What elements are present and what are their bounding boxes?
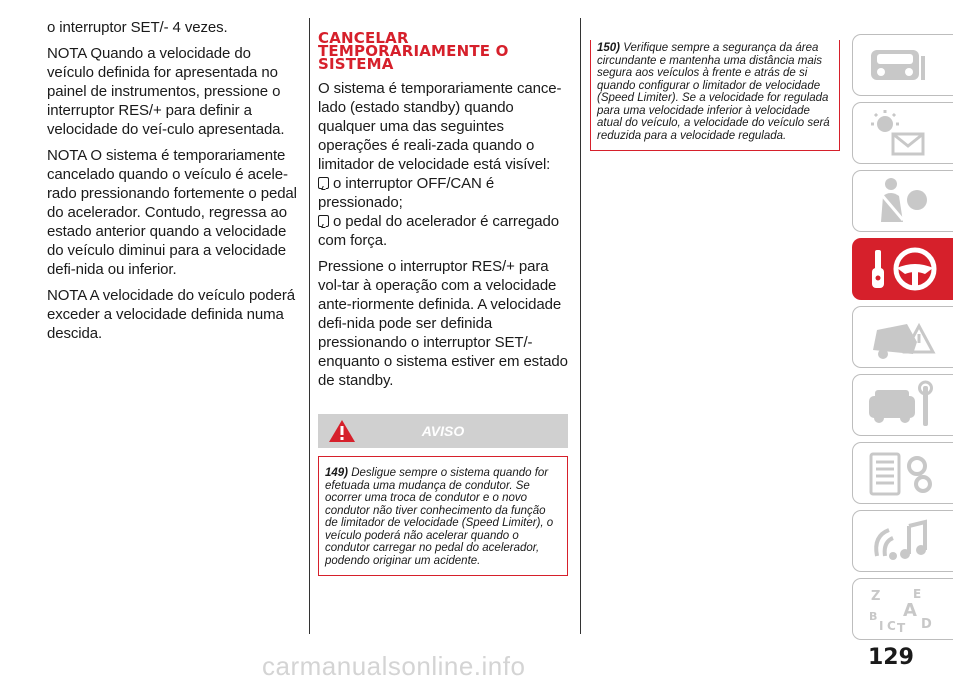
warning-number: 149) <box>325 467 349 479</box>
tab-warning-lights[interactable] <box>852 102 953 164</box>
tab-emergency[interactable] <box>852 306 953 368</box>
warning-box <box>318 456 568 576</box>
svg-text:E: E <box>913 587 922 601</box>
steering-wheel-key-icon <box>863 244 943 294</box>
note-paragraph: NOTA O sistema é temporariamente cancelado quando o veículo é acele-rado pressionando fortemente o pedal do acelerador. Contudo, regressa ao estado anterior quando a velocidade do veículo diminui para a velocidade defi-nida ou inferior. <box>47 147 297 278</box>
column-divider-2 <box>580 18 581 634</box>
car-emergency-icon <box>863 312 943 362</box>
car-maintenance-icon <box>863 380 943 430</box>
tab-specifications[interactable] <box>852 442 953 504</box>
bullet-icon <box>318 177 329 189</box>
text-column-3 <box>590 40 840 151</box>
tab-safety[interactable] <box>852 170 953 232</box>
warning-box <box>590 40 840 151</box>
text-column-2 <box>318 18 568 576</box>
section-title: CANCELAR TEMPORARIAMENTE O SISTEMA <box>318 29 509 73</box>
tab-starting-driving[interactable] <box>852 238 953 300</box>
aviso-header <box>318 414 568 448</box>
warning-text: Desligue sempre o sistema quando for efetuada uma mudança de condutor. Se ocorrer uma troca de condutor e o novo condutor não tiver conhecimento da função de limitador de velocidade (Speed Limiter), o veículo poderá não acelerar quando o condutor carregar no pedal do acelerador, podendo originar um acidente. <box>325 467 554 567</box>
tab-maintenance[interactable] <box>852 374 953 436</box>
svg-text:C: C <box>887 619 896 633</box>
list-item: o pedal do acelerador é carregado com força. <box>318 213 560 249</box>
aviso-label: AVISO <box>421 423 465 439</box>
warning-number: 150) <box>597 42 621 54</box>
tab-index[interactable] <box>852 578 953 640</box>
list-item: o interruptor OFF/CAN é pressionado; <box>318 175 495 211</box>
svg-text:D: D <box>921 617 932 632</box>
paragraph: Pressione o interruptor RES/+ para vol-tar à operação com a velocidade ante-riormente definida. A velocidade defi-nida pode ser definida pressionando o interruptor SET/- enquanto o sistema estiver em estado de standby. <box>318 258 568 389</box>
svg-text:A: A <box>903 600 917 621</box>
column-divider-1 <box>309 18 310 634</box>
paragraph: o interruptor SET/- 4 vezes. <box>47 19 228 36</box>
tab-multimedia[interactable] <box>852 510 953 572</box>
note-paragraph: NOTA Quando a velocidade do veículo definida for apresentada no painel de instrumentos, pressione o interruptor RES/+ para definir a velocidade do veí-culo apresentada. <box>47 45 285 138</box>
svg-text:B: B <box>869 610 878 623</box>
note-paragraph: NOTA A velocidade do veículo poderá exceder a velocidade definida numa descida. <box>47 287 296 342</box>
svg-text:T: T <box>897 621 906 634</box>
specifications-gears-icon <box>863 448 943 498</box>
alphabetical-index-icon <box>863 584 943 634</box>
svg-text:I: I <box>879 619 884 633</box>
seatbelt-airbag-icon <box>863 176 943 226</box>
text-column-1 <box>47 18 297 350</box>
warning-lights-icon <box>863 108 943 158</box>
watermark-text: carmanualsonline.info <box>262 651 526 681</box>
car-dashboard-icon <box>863 40 943 90</box>
page-number: 129 <box>868 645 914 670</box>
svg-text:Z: Z <box>871 589 881 604</box>
chapter-tabs <box>852 34 960 646</box>
paragraph: O sistema é temporariamente cance-lado (estado standby) quando qualquer uma das seguintes operações é reali-zada quando o limitador de velocidade está visível: <box>318 80 562 173</box>
tab-dashboard[interactable] <box>852 34 953 96</box>
warning-text: Verifique sempre a segurança da área circundante e mantenha uma distância mais segura aos veículos à frente e atrás de si quando configurar o limitador de velocidade (Speed Limiter). Se a velocidade for regulada para uma velocidade inferior à velocidade atual do veículo, a velocidade do veículo será reduzida para a velocidade regulada. <box>597 42 830 142</box>
bullet-icon <box>318 215 329 227</box>
multimedia-icon <box>863 516 943 566</box>
